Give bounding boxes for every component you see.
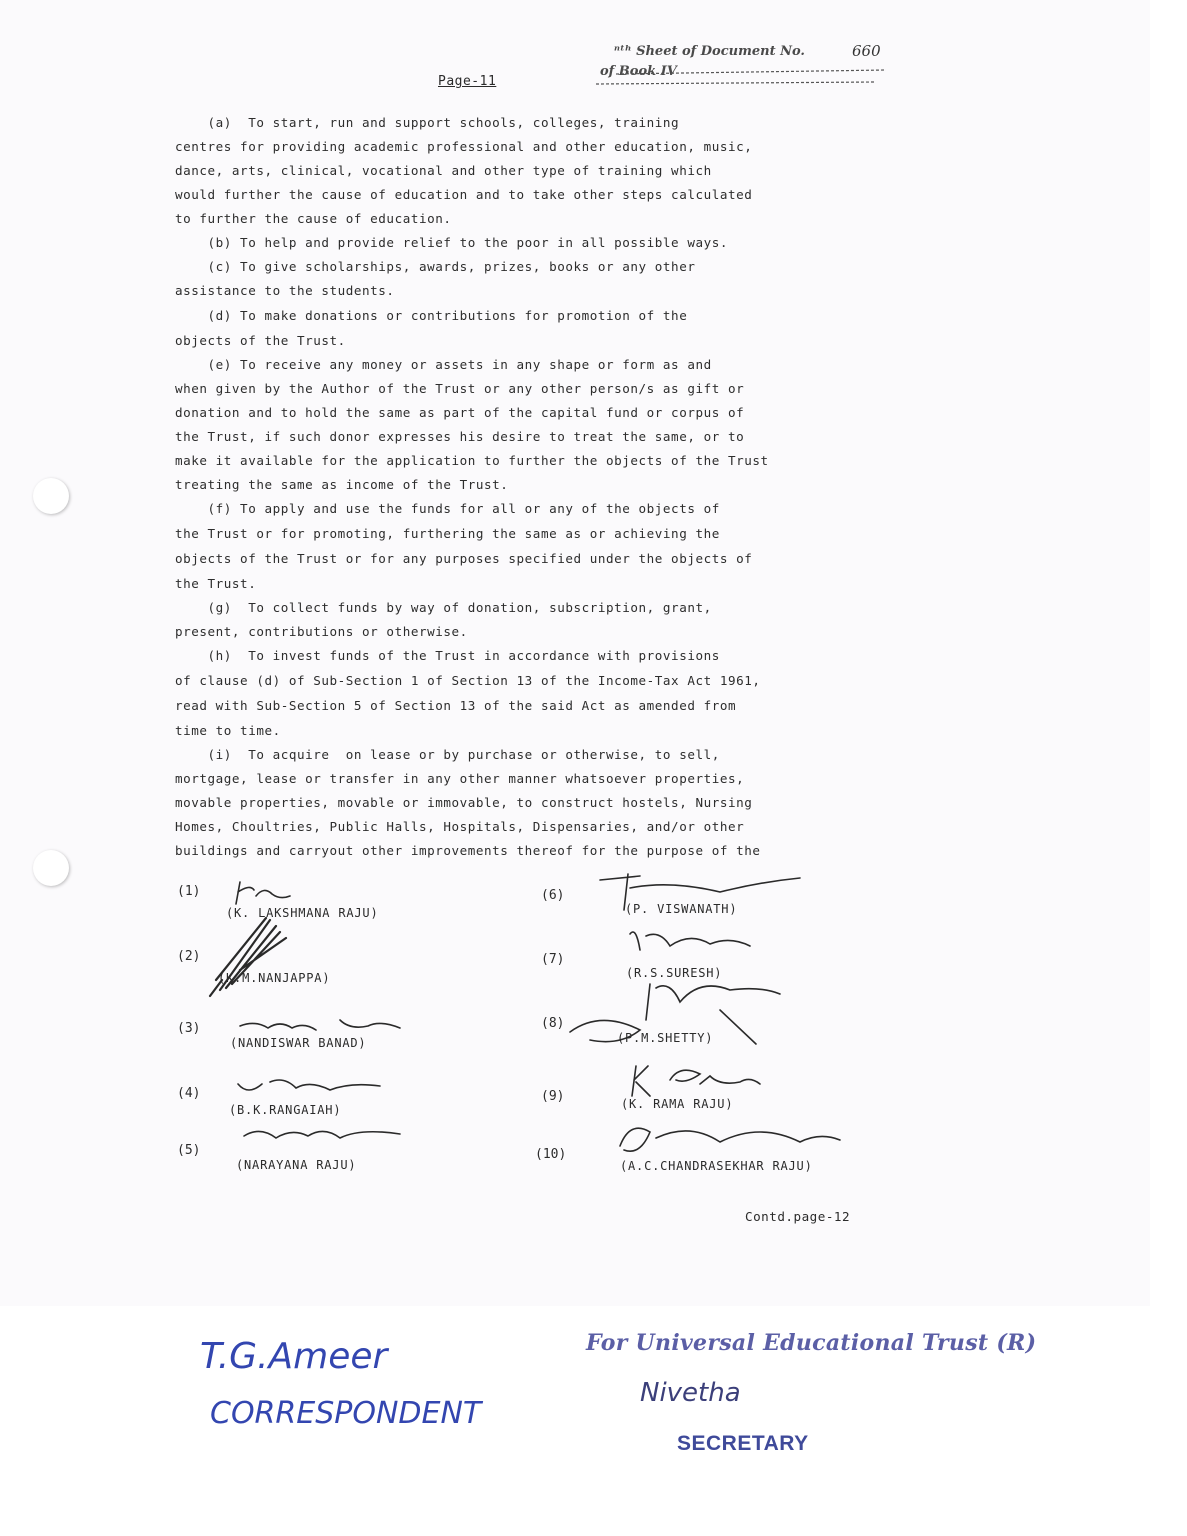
stamp-line-1: ⁿᵗʰ Sheet of Document No. bbox=[614, 44, 805, 59]
signatory-number: (10) bbox=[535, 1147, 567, 1162]
body-line: (f) To apply and use the funds for all or any of the objects of bbox=[175, 501, 720, 516]
body-line: (b) To help and provide relief to the poor in all possible ways. bbox=[175, 235, 728, 250]
body-line: (c) To give scholarships, awards, prizes, books or any other bbox=[175, 259, 696, 274]
signatory-name: (A.C.CHANDRASEKHAR RAJU) bbox=[620, 1159, 813, 1173]
body-line: donation and to hold the same as part of the capital fund or corpus of bbox=[175, 405, 745, 420]
body-line: read with Sub-Section 5 of Section 13 of the said Act as amended from bbox=[175, 698, 737, 713]
signatory-number: (4) bbox=[177, 1086, 201, 1101]
signatory-number: (9) bbox=[541, 1089, 565, 1104]
body-line: (d) To make donations or contributions for promotion of the bbox=[175, 308, 688, 323]
registration-stamp bbox=[596, 42, 896, 92]
stamp-line-2: of Book IV bbox=[600, 64, 677, 79]
body-line: (g) To collect funds by way of donation, subscription, grant, bbox=[175, 600, 712, 615]
punch-hole-bottom bbox=[33, 850, 69, 886]
body-line: make it available for the application to further the objects of the Trust bbox=[175, 453, 769, 468]
signatory-number: (1) bbox=[177, 884, 201, 899]
body-line: treating the same as income of the Trust. bbox=[175, 477, 509, 492]
body-line: centres for providing academic professional and other education, music, bbox=[175, 139, 753, 154]
signatory-name: (K. RAMA RAJU) bbox=[621, 1097, 734, 1111]
signatory-number: (7) bbox=[541, 952, 565, 967]
signatory-name: (P.M.SHETTY) bbox=[617, 1031, 714, 1045]
body-line: buildings and carryout other improvements thereof for the purpose of the bbox=[175, 843, 761, 858]
body-line: (i) To acquire on lease or by purchase or otherwise, to sell, bbox=[175, 747, 720, 762]
signatory-name: (NARAYANA RAJU) bbox=[236, 1158, 357, 1172]
correspondent-signature: T.G.Ameer bbox=[200, 1336, 388, 1377]
body-line: dance, arts, clinical, vocational and other type of training which bbox=[175, 163, 712, 178]
body-line: would further the cause of education and to take other steps calculated bbox=[175, 187, 753, 202]
body-line: objects of the Trust. bbox=[175, 333, 346, 348]
secretary-label: SECRETARY bbox=[677, 1432, 809, 1455]
secretary-signature: Nivetha bbox=[640, 1378, 741, 1408]
body-line: assistance to the students. bbox=[175, 283, 395, 298]
body-line: of clause (d) of Sub-Section 1 of Section 13 of the Income-Tax Act 1961, bbox=[175, 673, 761, 688]
stamp-number: 660 bbox=[852, 42, 881, 60]
body-line: (e) To receive any money or assets in any shape or form as and bbox=[175, 357, 712, 372]
body-line: time to time. bbox=[175, 723, 281, 738]
body-line: (a) To start, run and support schools, colleges, training bbox=[175, 115, 680, 130]
signatory-name: (NANDISWAR BANAD) bbox=[230, 1036, 367, 1050]
page-number: Page-11 bbox=[438, 74, 497, 89]
body-line: the Trust. bbox=[175, 576, 257, 591]
signatory-number: (5) bbox=[177, 1143, 201, 1158]
signatory-name: (B.K.RANGAIAH) bbox=[229, 1103, 342, 1117]
body-line: to further the cause of education. bbox=[175, 211, 452, 226]
body-line: mortgage, lease or transfer in any other manner whatsoever properties, bbox=[175, 771, 745, 786]
signatory-name: (R.S.SURESH) bbox=[626, 966, 723, 980]
body-line: Homes, Choultries, Public Halls, Hospitals, Dispensaries, and/or other bbox=[175, 819, 745, 834]
body-line: the Trust, if such donor expresses his desire to treat the same, or to bbox=[175, 429, 745, 444]
footer-endorsements bbox=[0, 1306, 1187, 1536]
body-line: the Trust or for promoting, furthering the same as or achieving the bbox=[175, 526, 720, 541]
body-line: movable properties, movable or immovable, to construct hostels, Nursing bbox=[175, 795, 753, 810]
body-line: (h) To invest funds of the Trust in accordance with provisions bbox=[175, 648, 720, 663]
signature-scrawls bbox=[200, 870, 900, 1180]
stamp-underline bbox=[596, 60, 896, 90]
punch-hole-top bbox=[33, 478, 69, 514]
body-line: objects of the Trust or for any purposes specified under the objects of bbox=[175, 551, 753, 566]
correspondent-title: CORRESPONDENT bbox=[210, 1396, 482, 1431]
body-line: present, contributions or otherwise. bbox=[175, 624, 468, 639]
signatory-name: (K. LAKSHMANA RAJU) bbox=[226, 906, 379, 920]
signatory-name: (K.M.NANJAPPA) bbox=[218, 971, 331, 985]
signatory-number: (3) bbox=[177, 1021, 201, 1036]
signatory-number: (8) bbox=[541, 1016, 565, 1031]
body-line: when given by the Author of the Trust or any other person/s as gift or bbox=[175, 381, 745, 396]
signatory-number: (2) bbox=[177, 949, 201, 964]
trust-stamp: For Universal Educational Trust (R) bbox=[586, 1330, 1037, 1356]
signatory-number: (6) bbox=[541, 888, 565, 903]
signatory-name: (P. VISWANATH) bbox=[625, 902, 738, 916]
continuation-note: Contd.page-12 bbox=[745, 1209, 851, 1224]
